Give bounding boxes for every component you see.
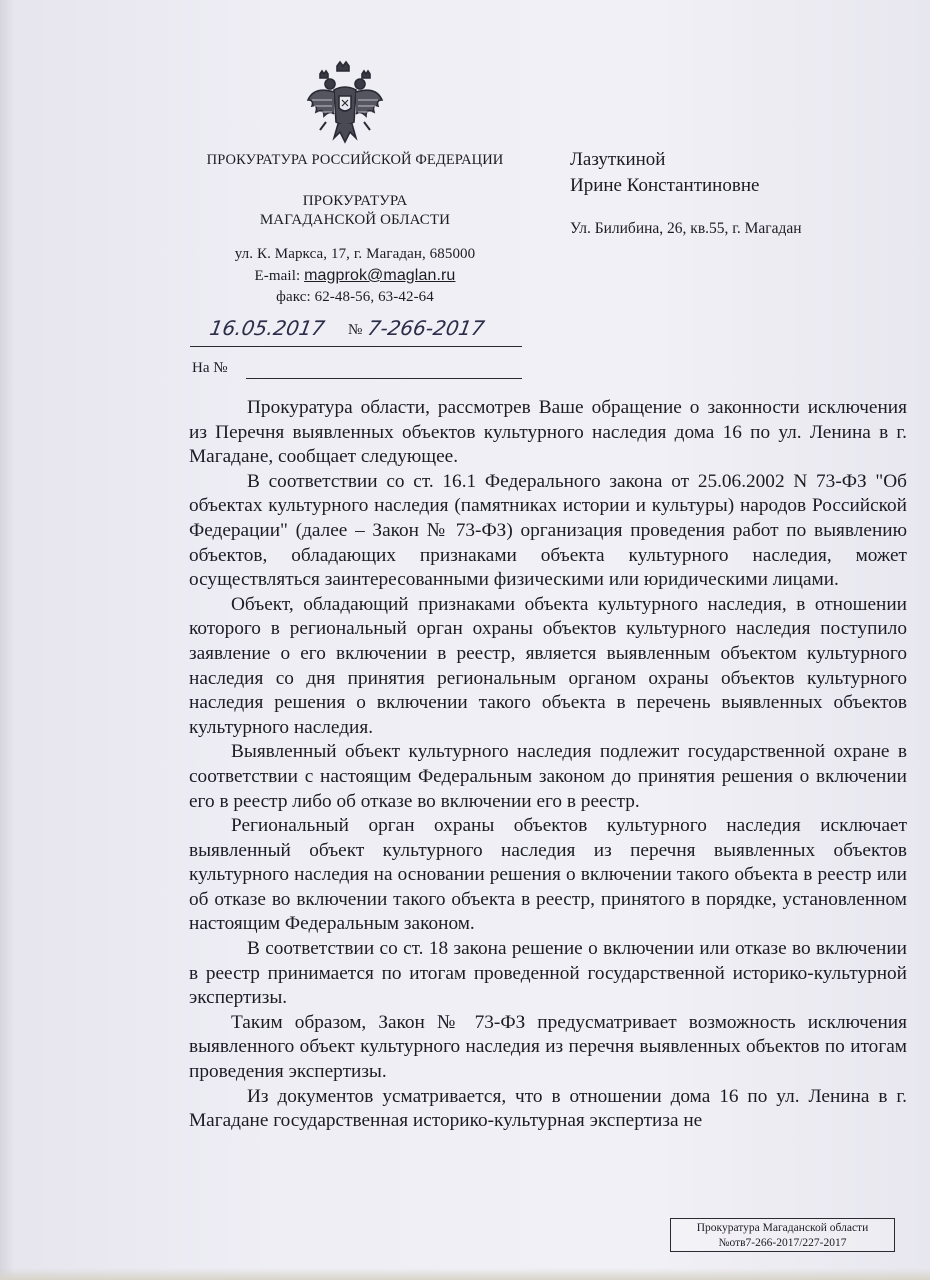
registration-line xyxy=(190,314,522,347)
scan-left-shadow xyxy=(0,0,14,1280)
recipient-surname: Лазуткиной xyxy=(570,149,666,170)
recipient-name: Ирине Константиновне xyxy=(570,175,760,196)
registration-number-handwritten: 7-266-2017 xyxy=(365,316,487,340)
org-federal-name: ПРОКУРАТУРА РОССИЙСКОЙ ФЕДЕРАЦИИ xyxy=(206,152,504,168)
org-contacts xyxy=(180,244,530,308)
paragraph-3: Объект, обладающий признаками объекта культурного наследия, в отношении которого в региональный орган охраны объектов культурного наследия поступило заявление о его включении в реестр, является выявленным объектом культурного наследия со дня принятия региональным органом охраны объектов культурного наследия решения о включении такого объекта в перечень выявленных объектов культурного наследия. xyxy=(189,593,907,738)
paragraph-7: Таким образом, Закон № 73-ФЗ предусматривает возможность исключения выявленного объект культурного наследия из перечня выявленных объектов по итогам проведения экспертизы. xyxy=(189,1011,907,1083)
org-email xyxy=(180,265,530,287)
stamp-line-1: Прокуратура Магаданской области xyxy=(696,1222,869,1234)
paragraph-1: Прокуратура области, рассмотрев Ваше обращение о законности исключения из Перечня выявленных объектов культурного наследия дома 16 по ул. Ленина в г. Магадане, сообщает следующее. xyxy=(189,397,907,468)
org-regional-name xyxy=(180,192,530,230)
reply-to-blank-line xyxy=(246,378,522,379)
paragraph-6: В соответствии со ст. 18 закона решение о включении или отказе во включении в реестр принимается по итогам проведенной государственной историко-культурной экспертизы. xyxy=(189,938,907,1009)
email-link[interactable]: magprok@maglan.ru xyxy=(304,267,456,284)
org-address: ул. К. Маркса, 17, г. Магадан, 685000 xyxy=(234,246,476,262)
registration-date-handwritten: 16.05.2017 xyxy=(207,316,327,340)
org-fax: факс: 62-48-56, 63-42-64 xyxy=(276,289,434,305)
stamp-line-2: №отв7-266-2017/227-2017 xyxy=(718,1237,847,1249)
reply-to-label: На № xyxy=(192,360,228,376)
org-line-2: МАГАДАНСКОЙ ОБЛАСТИ xyxy=(259,212,451,228)
scan-bottom-shadow xyxy=(0,1268,930,1280)
paragraph-5: Региональный орган охраны объектов культурного наследия исключает выявленный объект культурного наследия из перечня выявленных объектов культурного наследия на основании решения о включении такого объекта в реестр или об отказе во включении такого объекта в реестр, принятого в порядке, установленном настоящим Федеральным законом. xyxy=(189,815,907,935)
paragraph-2: В соответствии со ст. 16.1 Федерального закона от 25.06.2002 N 73-ФЗ "Об объектах культурного наследия (памятниках истории и культуры) народов Российской Федерации" (далее – Закон № 73-ФЗ) организация проведения работ по выявлению объектов, обладающих признаками объекта культурного наследия, может осуществляться заинтересованными физическими или юридическими лицами. xyxy=(189,470,907,591)
recipient-block xyxy=(570,147,759,199)
email-label: E-mail: xyxy=(254,268,305,284)
org-line-1: ПРОКУРАТУРА xyxy=(302,193,408,209)
paragraph-8: Из документов усматривается, что в отношении дома 16 по ул. Ленина в г. Магадане государственная историко-культурная экспертиза не xyxy=(189,1085,907,1132)
registration-number-sign: № xyxy=(348,322,363,338)
registration-stamp xyxy=(670,1218,895,1252)
paragraph-4: Выявленный объект культурного наследия подлежит государственной охране в соответствии с настоящим Федеральным законом до принятия решения о включении его в реестр либо об отказе во включении его в реестр. xyxy=(189,741,907,812)
russian-coat-of-arms-emblem xyxy=(304,60,386,146)
letter-body xyxy=(189,396,907,1134)
recipient-address: Ул. Билибина, 26, кв.55, г. Магадан xyxy=(570,220,802,237)
